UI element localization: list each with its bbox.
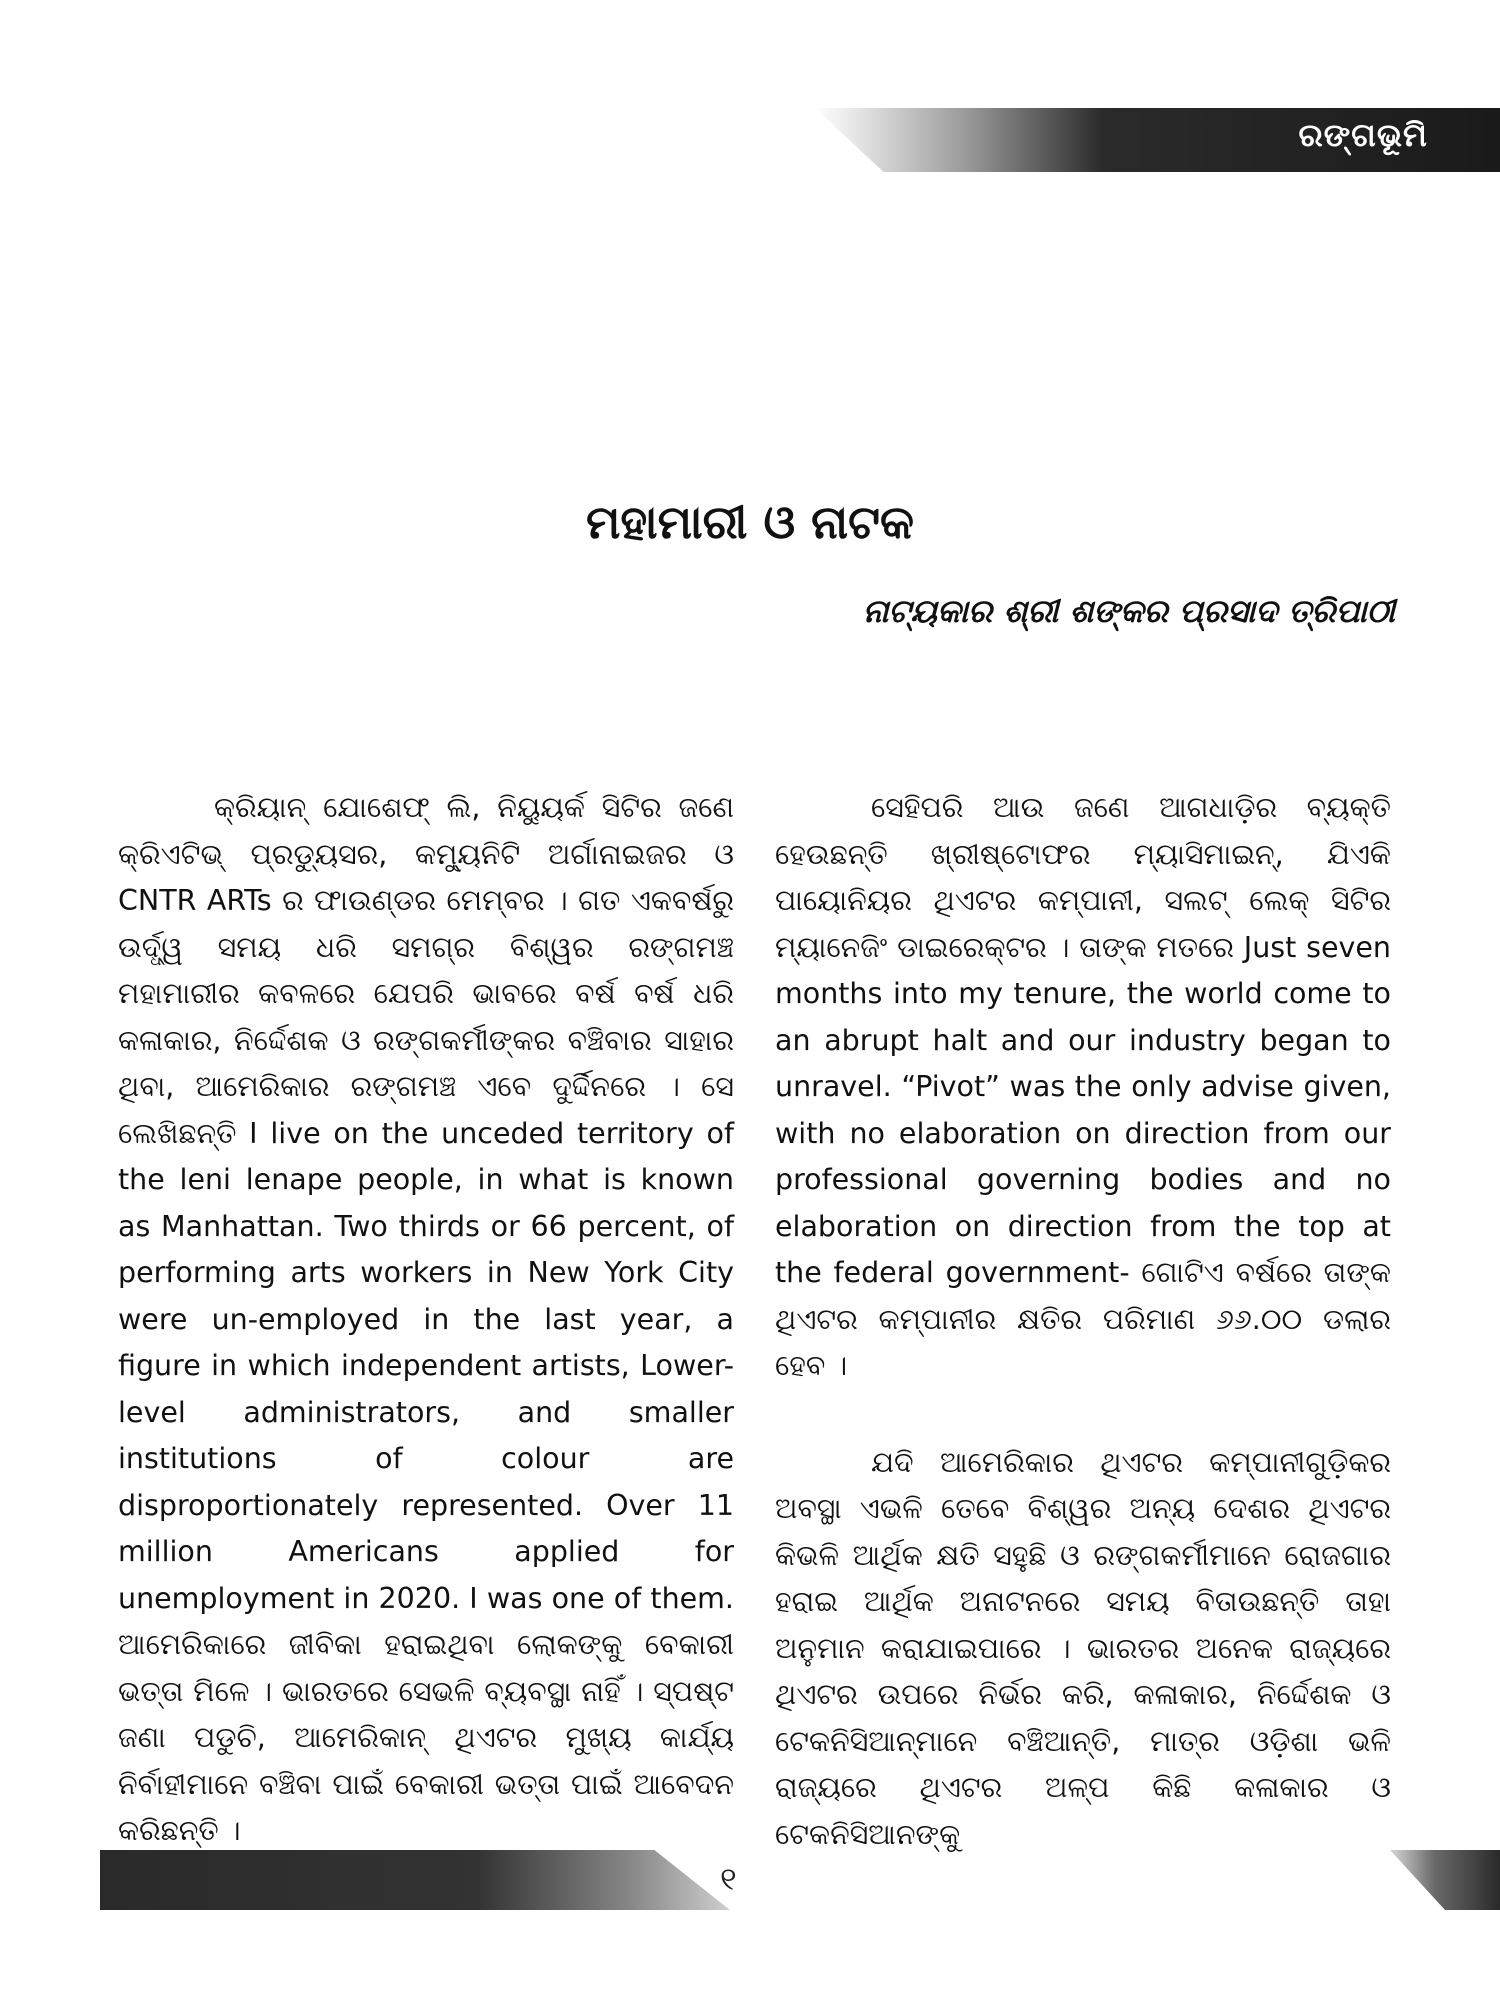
left-paragraph-1: କ୍ରିୟାନ୍ ଯୋଶେଫ୍ ଲି, ନିୟୁୟର୍କ ସିଟିର ଜଣେ କ୍ରିଏଟିଭ୍ ପ୍ରଡ୍ୟୁସର, କମ୍ୟୁନିଟି ଅର୍ଗାନାଇଜର ଓ CNTR ARTs ର ଫାଉଣ୍ଡର ମେମ୍ବର । ଗତ ଏକବର୍ଷରୁ ଉର୍ଦ୍ଧ୍ୱ ସମୟ ଧରି ସମଗ୍ର ବିଶ୍ୱର ରଙ୍ଗମଞ୍ଚ ମହାମାରୀର କବଳରେ ଯେପରି ଭାବରେ ବର୍ଷ ବର୍ଷ ଧରି କଳାକାର, ନିର୍ଦ୍ଦେଶକ ଓ ରଙ୍ଗକର୍ମୀଙ୍କର ବଞ୍ଚିବାର ସାହାର ଥିବା, ଆମେରିକାର ରଙ୍ଗମଞ୍ଚ ଏବେ ଦୁର୍ଦ୍ଦିନରେ । ସେ ଲେଖିଛନ୍ତି I live on the unceded territory of the leni lenape people, in what is known as Manhattan. Two thirds or 66 percent, of performing arts workers in New York City were un-employed in the last year, a figure in which independent artists, Lower-level administrators, and smaller institutions of colour are disproportionately represented. Over 11 million Americans applied for unemployment in 2020. I was one of them. ଆମେରିକାରେ ଜୀବିକା ହରାଇଥିବା ଲୋକଙ୍କୁ ବେକାରୀ ଭତ୍ତା ମିଳେ । ଭାରତରେ ସେଭଳି ବ୍ୟବସ୍ଥା ନାହିଁ । ସ୍ପଷ୍ଟ ଜଣା ପଡୁଚି, ଆମେରିକାନ୍ ଥିଏଟର ମୁଖ୍ୟ କାର୍ଯ୍ୟ ନିର୍ବାହୀମାନେ ବଞ୍ଚିବା ପାଇଁ ବେକାରୀ ଭତ୍ତା ପାଇଁ ଆବେଦନ କରିଛନ୍ତି । <box>118 791 734 1847</box>
footer-decorative-band <box>100 1850 730 1910</box>
article-author: ନାଟ୍ୟକାର ଶ୍ରୀ ଶଙ୍କର ପ୍ରସାଦ ତ୍ରିପାଠୀ <box>862 592 1395 630</box>
right-paragraph-2: ଯଦି ଆମେରିକାର ଥିଏଟର କମ୍ପାନୀଗୁଡ଼ିକର ଅବସ୍ଥା ଏଭଳି ତେବେ ବିଶ୍ୱର ଅନ୍ୟ ଦେଶର ଥିଏଟର କିଭଳି ଆର୍ଥିକ କ୍ଷତି ସହୁଛି ଓ ରଙ୍ଗକର୍ମୀମାନେ ରୋଜଗାର ହରାଇ ଆର୍ଥିକ ଅନାଟନରେ ସମୟ ବିତାଉଛନ୍ତି ତାହା ଅନୁମାନ କରାଯାଇପାରେ । ଭାରତର ଅନେକ ରାଜ୍ୟରେ ଥିଏଟର ଉପରେ ନିର୍ଭର କରି, କଳାକାର, ନିର୍ଦ୍ଦେଶକ ଓ ଟେକନିସିଆନ୍‌ମାନେ ବଞ୍ଚିଆନ୍ତି, ମାତ୍ର ଓଡ଼ିଶା ଭଳି ରାଜ୍ୟରେ ଥିଏଟର ଅଳ୍ପ କିଛି କଳାକାର ଓ ଟେକନିସିଆନଙ୍କୁ <box>775 1445 1391 1851</box>
right-column <box>775 785 1391 1908</box>
page-number: ୧ <box>720 1860 737 1898</box>
left-column <box>118 785 734 1905</box>
article-title: ମହାମାରୀ ଓ ନାଟକ <box>585 495 915 549</box>
right-paragraph-1: ସେହିପରି ଆଉ ଜଣେ ଆଗଧାଡ଼ିର ବ୍ୟକ୍ତି ହେଉଛନ୍ତି ଖ୍ରୀଷ୍ଟୋଫର ମ୍ୟାସିମାଇନ୍, ଯିଏକି ପାୟୋନିୟର ଥିଏଟର କମ୍ପାନୀ, ସଲଟ୍ ଲେକ୍ ସିଟିର ମ୍ୟାନେଜିଂ ଡାଇରେକ୍ଟର । ତାଙ୍କ ମତରେ Just seven months into my tenure, the world come to an abrupt halt and our industry began to unravel. “Pivot” was the only advise given, with no elaboration on direction from our professional governing bodies and no elaboration on direction from the top at the federal government- ଗୋଟିଏ ବର୍ଷରେ ତାଙ୍କ ଥିଏଟର କମ୍ପାନୀର କ୍ଷତିର ପରିମାଣ ୬୬.୦୦ ଡଲାର ହେବ । <box>775 791 1391 1382</box>
section-label: ରଙ୍ଗଭୂମି <box>1298 116 1428 154</box>
footer-decorative-band-right <box>1390 1850 1500 1910</box>
